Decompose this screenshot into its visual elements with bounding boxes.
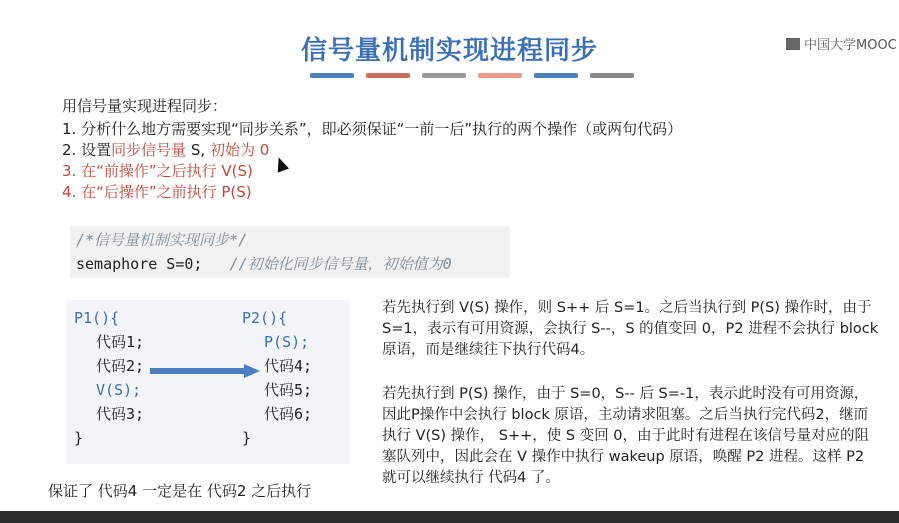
p1-line: 代码2;: [96, 357, 145, 375]
semaphore-code-block: [70, 226, 510, 278]
code-line: [76, 252, 504, 276]
p2-p-operation: P(S);: [264, 333, 310, 351]
step-1: 1. 分析什么地方需要实现“同步关系”，即必须保证“一前一后”执行的两个操作（或两句代码）: [62, 120, 683, 138]
book-icon: [786, 38, 800, 50]
p2-line: 代码4;: [264, 357, 313, 375]
mooc-logo: [786, 34, 897, 53]
video-control-bar[interactable]: [0, 511, 899, 523]
step-2-highlight-2: 初始为 0: [209, 141, 270, 159]
explanation-para-1: 若先执行到 V(S) 操作，则 S++ 后 S=1。之后当执行到 P(S) 操作时，由于 S=1，表示有可用资源，会执行 S--，S 的值变回 0，P2 进程不会执行 block 原语，而是继续往下执行代码4。: [382, 300, 879, 358]
code-statement: semaphore S=0;: [76, 255, 203, 273]
step-2-prefix: 2. 设置: [62, 141, 112, 159]
step-2-mid: S,: [186, 141, 210, 159]
explanation-text: [382, 298, 882, 512]
intro-section: [62, 96, 682, 203]
sync-arrow-icon: [150, 364, 262, 378]
p1-end: }: [74, 429, 84, 447]
p1-line: 代码1;: [96, 333, 145, 351]
p1-header: P1(){: [74, 309, 120, 327]
step-3: 3. 在“前操作”之后执行 V(S): [62, 162, 253, 180]
conclusion-note: 保证了 代码4 一定是在 代码2 之后执行: [48, 482, 312, 500]
title-decoration-bars: [310, 73, 634, 78]
logo-text: 中国大学MOOC: [804, 38, 897, 53]
deco-bar: [534, 73, 578, 78]
code-inline-comment: //初始化同步信号量，初始值为0: [229, 255, 452, 273]
steps-list: [62, 119, 682, 203]
deco-bar: [590, 73, 634, 78]
explanation-para-2: 若先执行到 P(S) 操作，由于 S=0，S-- 后 S=-1，表示此时没有可用资源，因此P操作中会执行 block 原语，主动请求阻塞。之后当执行完代码2，继而执行 V(S) 操作， S++，使 S 变回 0，由于此时有进程在该信号量对应的阻塞队列中，因此会在 V 操作中执行 wakeup 原语，唤醒 P2 进程。这样 P2 就可以继续执行 代码4 了。: [382, 386, 870, 486]
deco-bar: [310, 73, 354, 78]
p2-header: P2(){: [242, 309, 288, 327]
slide-title: 信号量机制实现进程同步: [300, 36, 598, 66]
deco-bar: [422, 73, 466, 78]
p2-end: }: [242, 429, 252, 447]
deco-bar: [366, 73, 410, 78]
process-p2: [242, 306, 312, 450]
process-p1: [74, 306, 144, 450]
deco-bar: [478, 73, 522, 78]
code-comment: /*信号量机制实现同步*/: [76, 231, 248, 249]
step-2: [62, 140, 682, 161]
p1-v-operation: V(S);: [96, 381, 142, 399]
p1-line: 代码3;: [96, 405, 145, 423]
step-4: 4. 在“后操作”之前执行 P(S): [62, 183, 252, 201]
intro-heading: 用信号量实现进程同步：: [62, 97, 228, 115]
step-2-highlight-1: 同步信号量: [111, 141, 187, 159]
p2-line: 代码5;: [264, 381, 313, 399]
p2-line: 代码6;: [264, 405, 313, 423]
